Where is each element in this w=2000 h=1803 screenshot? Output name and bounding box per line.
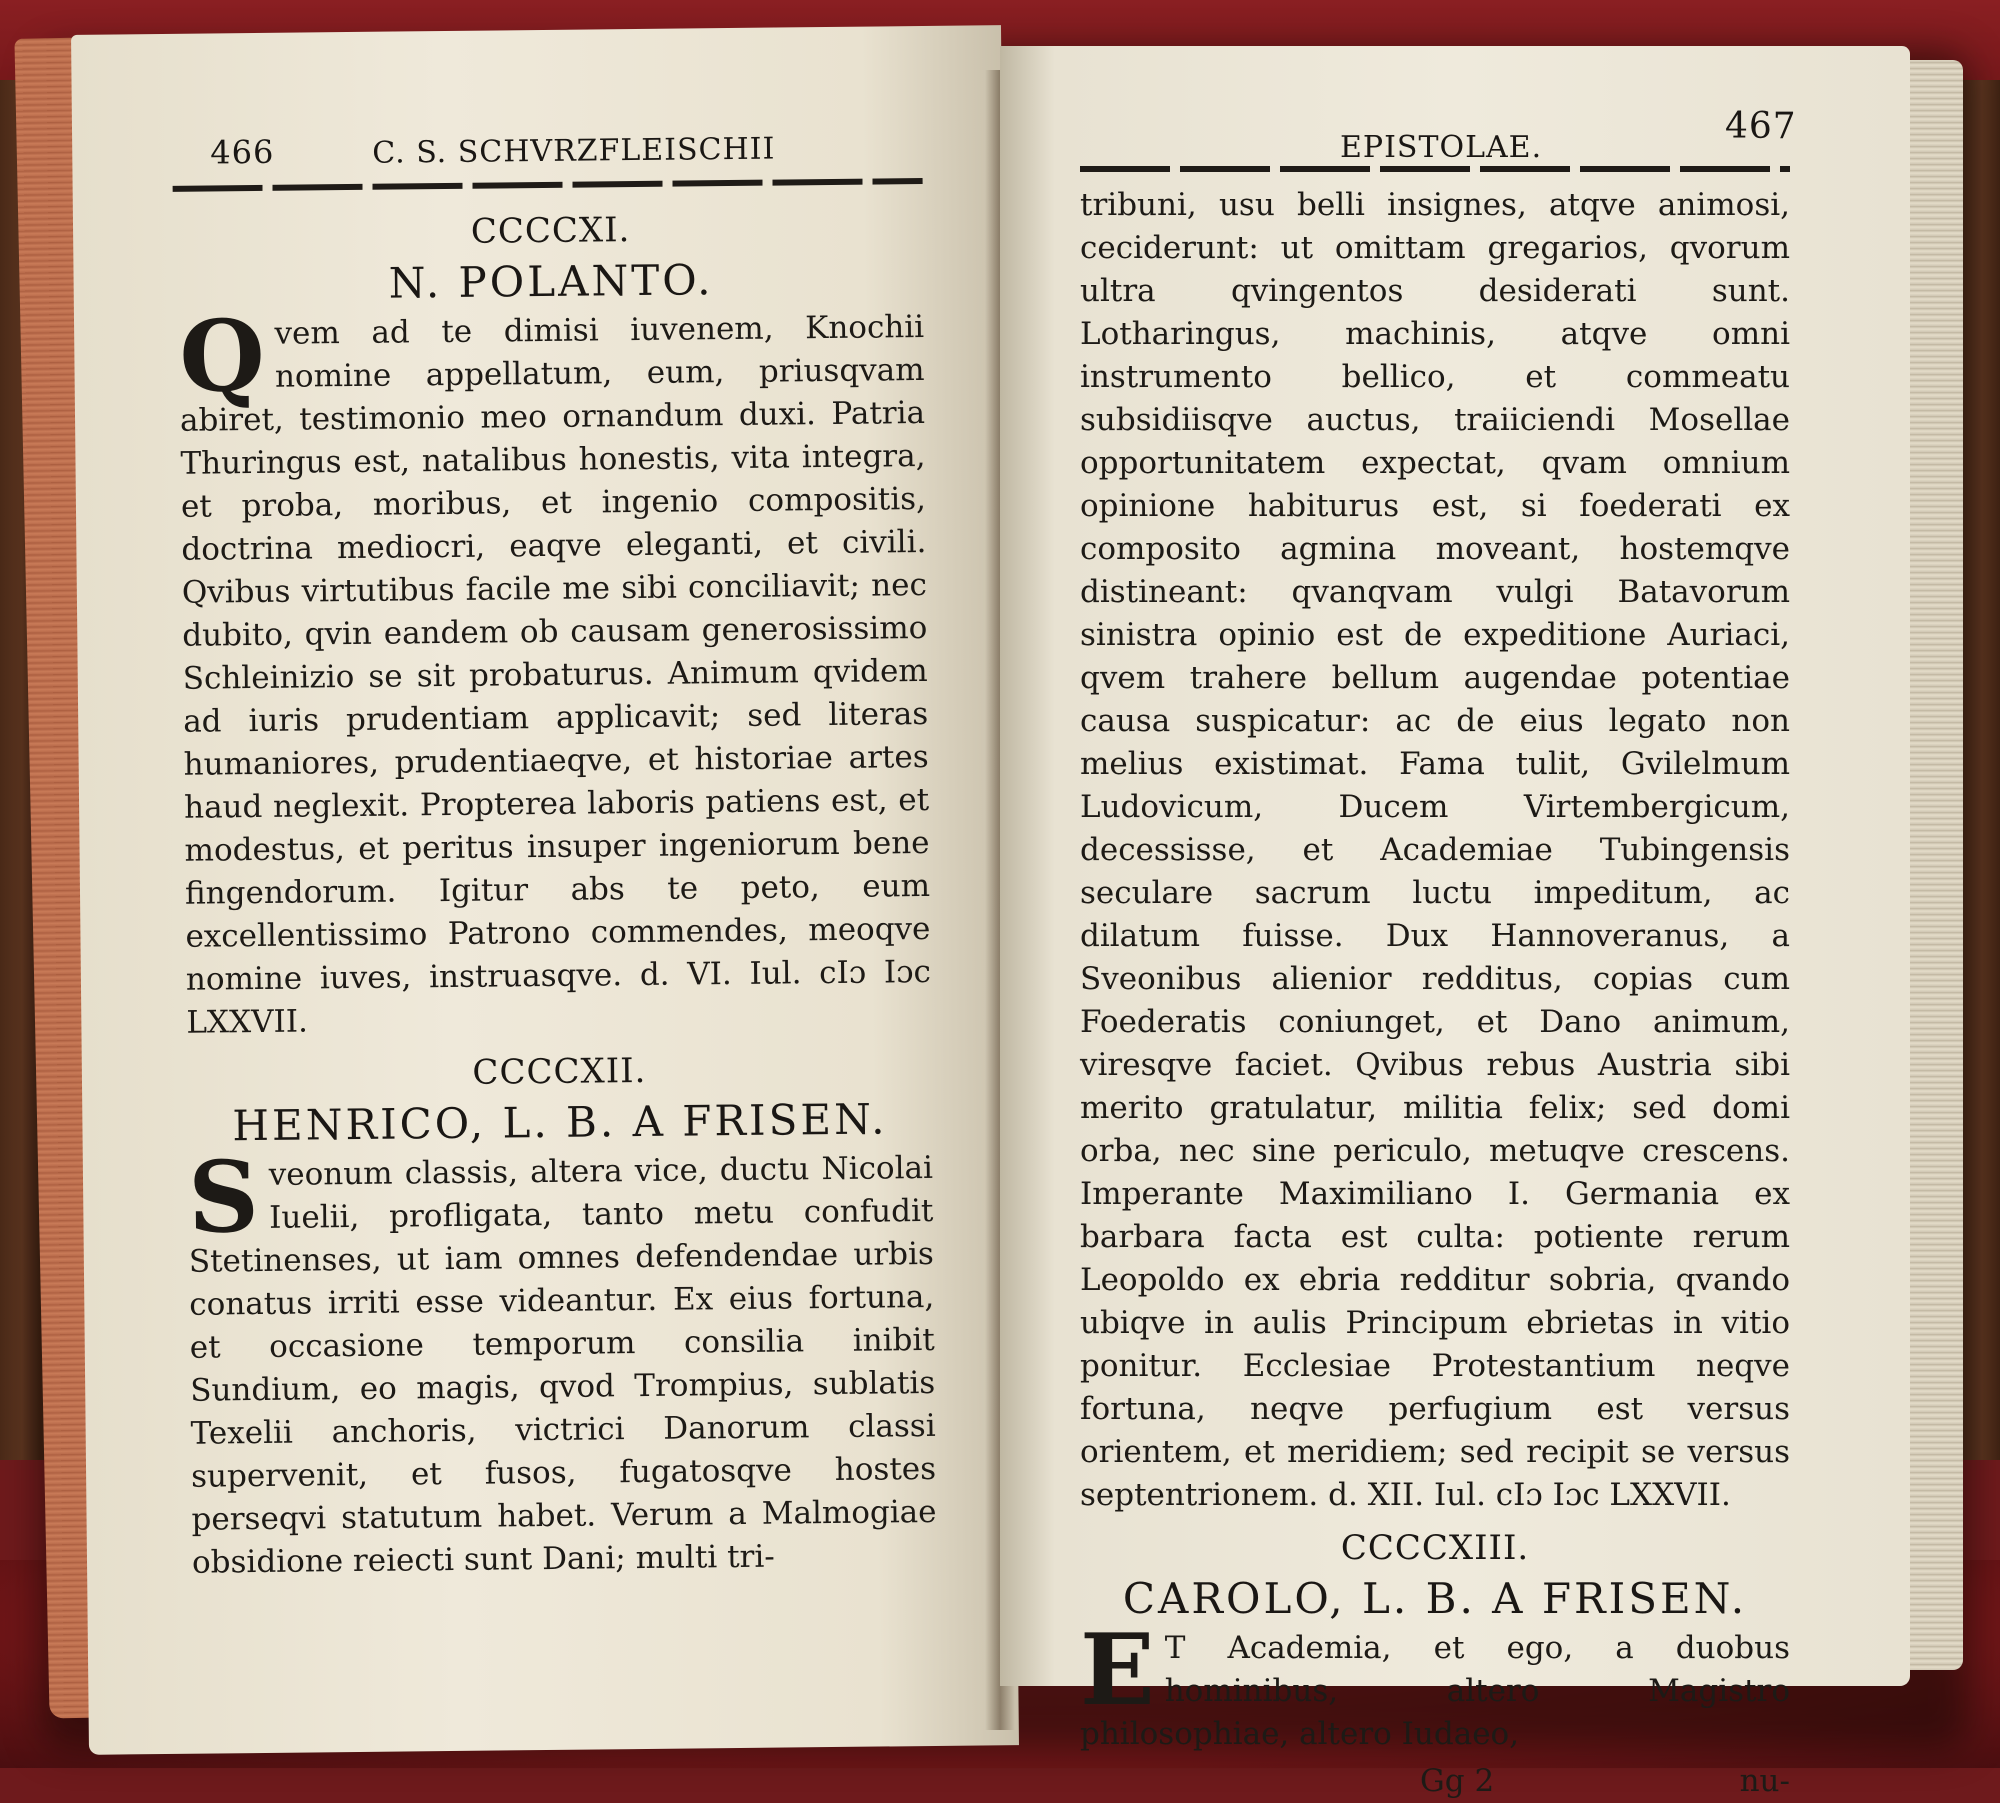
drop-cap: S	[187, 1140, 260, 1256]
right-text-column	[1080, 184, 1790, 1803]
letter-number: CCCCXII.	[472, 1050, 647, 1093]
drop-cap: E	[1080, 1613, 1155, 1728]
right-page	[1000, 46, 1910, 1799]
left-page	[71, 25, 1019, 1755]
letter-body	[1080, 1613, 1790, 1756]
catchword: nu-	[1739, 1763, 1790, 1799]
letter-body	[187, 1140, 937, 1585]
left-text-column	[178, 204, 937, 1585]
drop-cap: Q	[178, 298, 266, 415]
page-number-left: 466	[210, 132, 275, 172]
letter-body	[178, 298, 932, 1045]
letter-recipient: N. POLANTO.	[388, 255, 714, 308]
letter-number: CCCCXI.	[470, 210, 631, 252]
letter-text: veonum classis, altera vice, ductu Nicolai Iuelii, profligata, tanto metu confudit Stetinenses, ut iam omnes defendendae urbis conatus irriti esse videantur. Ex eius fortuna, et occasione temporum consilia inibit Sundium, eo magis, qvod Trompius, sublatis Texelii anchoris, victrici Danorum classi supervenit, et fusos, fugatosqve hostes perseqvi statutum habet. Verum a Malmogiae obsidione reiecti sunt Dani; multi tri-	[188, 1149, 937, 1581]
letter-number: CCCCXIII.	[1340, 1528, 1530, 1568]
letter-text: T Academia, et ego, a duobus hominibus, altero Magistro philosophiae, altero Iudaeo,	[1080, 1630, 1790, 1752]
letter-text: vem ad te dimisi iuvenem, Knochii nomine appellatum, eum, priusqvam abiret, testimonio meo ornandum duxi. Patria Thuringus est, natalibus honestis, vita integra, et proba, moribus, et ingenio compositis, doctrina mediocri, eaqve eleganti, et civili. Qvibus virtutibus facile me sibi conciliavit; nec dubito, qvin eandem ob causam generosissimo Schleinizio se sit probaturus. Animum qvidem ad iuris prudentiam applicavit; sed literas humaniores, prudentiaeqve, et historiae artes haud neglexit. Propterea laboris patiens est, et modestus, et peritus insuper ingeniorum bene fingendorum. Igitur abs te peto, eum excellentissimo Patrono commendes, meoqve nomine iuves, instruasqve. d. VI. Iul. cIɔ Iɔc LXXVII.	[179, 309, 932, 1041]
running-head-right: EPISTOLAE.	[1340, 130, 1543, 165]
header-rule-right	[1080, 166, 1790, 172]
page-edges-right	[1905, 60, 1963, 1670]
page-footer	[1080, 1760, 1790, 1803]
letter-recipient: HENRICO, L. B. A FRISEN.	[232, 1094, 888, 1151]
header-rule-left	[173, 178, 923, 192]
signature-mark: Gg 2	[1420, 1763, 1495, 1799]
page-number-right: 467	[1725, 106, 1797, 147]
letter-recipient: CAROLO, L. B. A FRISEN.	[1122, 1574, 1748, 1623]
letter-continuation: tribuni, usu belli insignes, atqve animosi, ceciderunt: ut omittam gregarios, qvorum ultra qvingentos desiderati sunt. Lotharingus, machinis, atqve omni instrumento bellico, et commeatu subsidiisqve auctus, traiiciendi Mosellae opportunitatem expectat, qvam omnium opinione habiturus est, si foederati ex composito agmina moveant, hostemqve distineant: qvanqvam vulgi Batavorum sinistra opinio est de expeditione Auriaci, qvem trahere bellum augendae potentiae causa suspicatur: ac de eius legato non melius existimat. Fama tulit, Gvilelmum Ludovicum, Ducem Virtembergicum, decessisse, et Academiae Tubingensis seculare sacrum luctu impeditum, ac dilatum fuisse. Dux Hannoveranus, a Sveonibus alienior redditus, copias cum Foederatis coniunget, et Dano animum, viresqve faciet. Qvibus rebus Austria sibi merito gratulatur, militia felix; sed domi orba, nec sine periculo, metuqve crescens. Imperante Maximiliano I. Germania ex barbara facta est culta: potiente rerum Leopoldo ex ebria redditur sobria, qvando ubiqve in aulis Principum ebrietas in vitio ponitur. Ecclesiae Protestantium neqve fortuna, neqve perfugium est versus orientem, et meridiem; sed recipit se versus septentrionem. d. XII. Iul. cIɔ Iɔc LXXVII.	[1080, 187, 1790, 1513]
running-head-left: C. S. SCHVRZFLEISCHII	[372, 131, 776, 171]
